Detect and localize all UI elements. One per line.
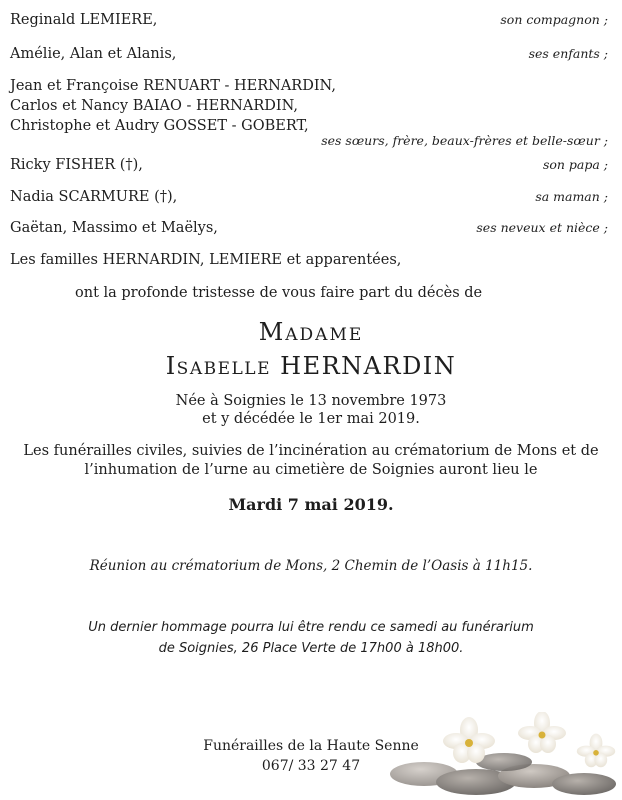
family-row [10, 44, 608, 64]
stones-orchid-decoration [384, 712, 620, 798]
families-line: Les familles HERNARDIN, LEMIERE et apparentées, [10, 252, 402, 268]
birth-line: Née à Soignies le 13 novembre 1973 [175, 393, 447, 409]
family-relation: son papa ; [542, 157, 608, 172]
siblings-relation: ses sœurs, frère, beaux-frères et belle-sœur ; [321, 133, 608, 148]
deceased-title: Madame [258, 318, 364, 346]
family-name: Ricky FISHER (†), [10, 157, 143, 173]
family-relation: son compagnon ; [500, 12, 608, 27]
meeting-info: Réunion au crématorium de Mons, 2 Chemin de l’Oasis à 11h15. [89, 558, 533, 574]
family-relation: ses neveux et nièce ; [476, 220, 608, 235]
funeral-line: Les funérailles civiles, suivies de l’incinération au crématorium de Mons et de [23, 443, 599, 459]
stone-shape [552, 773, 616, 795]
deceased-last-name: HERNARDIN [280, 352, 457, 380]
family-name: Amélie, Alan et Alanis, [10, 46, 177, 62]
tribute-line: de Soignies, 26 Place Verte de 17h00 à 18h00. [158, 641, 464, 656]
sibling-line: Carlos et Nancy BAIAO - HERNARDIN, [10, 98, 298, 114]
family-row [10, 155, 608, 175]
announcement: ont la profonde tristesse de vous faire part du décès de [75, 285, 483, 301]
death-line: et y décédée le 1er mai 2019. [202, 411, 420, 427]
family-row [10, 187, 608, 207]
family-name: Nadia SCARMURE (†), [10, 189, 178, 205]
family-name: Reginald LEMIERE, [10, 12, 158, 28]
siblings-relation-row [10, 131, 608, 151]
orchid-flower [577, 734, 615, 768]
family-row [10, 10, 608, 30]
family-relation: ses enfants ; [528, 46, 608, 61]
funeral-line: l’inhumation de l’urne au cimetière de Soignies auront lieu le [84, 462, 538, 478]
tribute-line: Un dernier hommage pourra lui être rendu ce samedi au funérarium [88, 620, 534, 635]
family-relation: sa maman ; [535, 189, 608, 204]
funeral-date: Mardi 7 mai 2019. [228, 495, 394, 514]
sibling-line: Jean et Françoise RENUART - HERNARDIN, [10, 78, 336, 94]
funeral-home-name: Funérailles de la Haute Senne [203, 738, 419, 754]
funeral-home-phone: 067/ 33 27 47 [261, 758, 361, 774]
orchid-flower [518, 712, 566, 753]
deceased-first-name: Isabelle [165, 352, 271, 380]
deceased-name [0, 352, 622, 380]
family-name: Gaëtan, Massimo et Maëlys, [10, 220, 218, 236]
family-row [10, 218, 608, 238]
sibling-line: Christophe et Audry GOSSET - GOBERT, [10, 118, 309, 134]
